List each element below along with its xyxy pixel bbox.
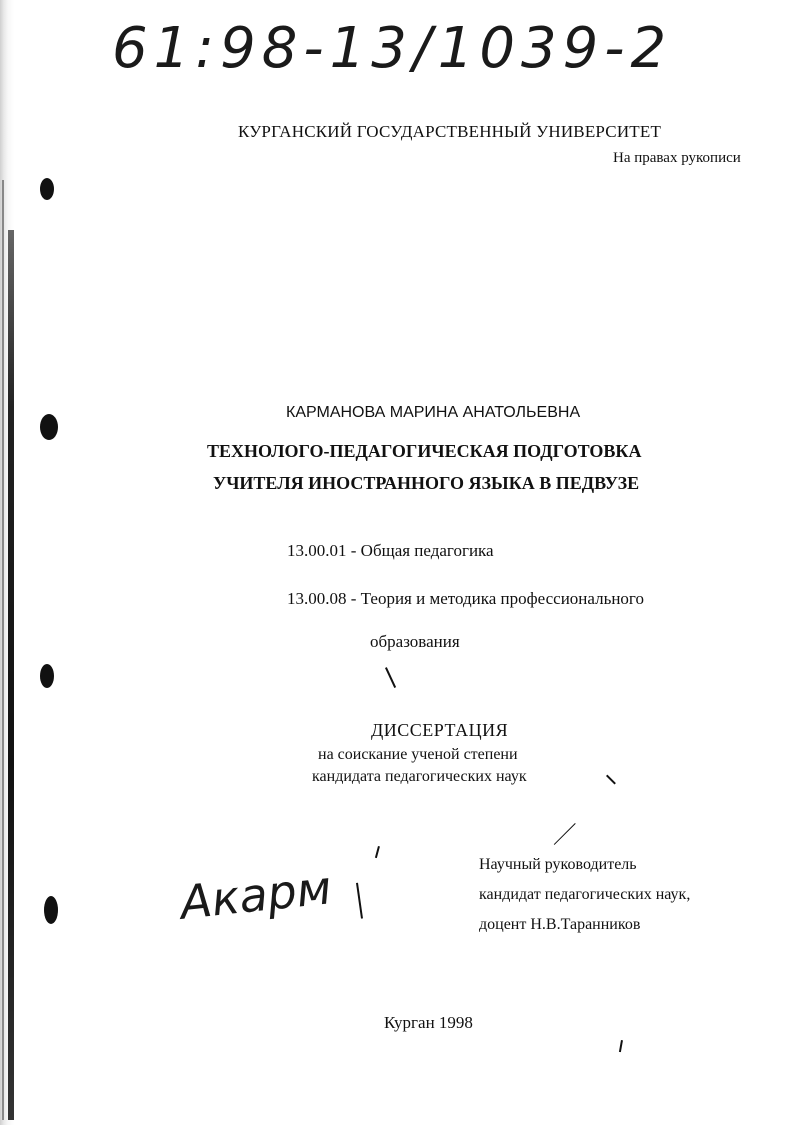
pen-mark (356, 883, 362, 919)
supervisor-name: доцент Н.В.Таранников (479, 916, 641, 933)
pen-mark (606, 775, 616, 785)
supervisor-label: Научный руководитель (479, 856, 637, 873)
author-signature: Акарм (177, 860, 334, 930)
specialty-name: Теория и методика профессионального (360, 589, 644, 608)
dissertation-title-line-1: ТЕХНОЛОГО-ПЕДАГОГИЧЕСКАЯ ПОДГОТОВКА (207, 441, 642, 461)
degree-line-2: кандидата педагогических наук (312, 768, 527, 785)
specialty-name: Общая педагогика (360, 541, 494, 560)
specialty-2-continuation: образования (370, 632, 460, 651)
dissertation-title-line-2: УЧИТЕЛЯ ИНОСТРАННОГО ЯЗЫКА В ПЕДВУЗЕ (213, 473, 640, 493)
binding-hole-mark-4 (44, 896, 58, 924)
scan-binding-strip (8, 230, 14, 1120)
specialty-code: 13.00.01 (287, 541, 347, 560)
author-name: КАРМАНОВА МАРИНА АНАТОЛЬЕВНА (286, 404, 581, 421)
binding-hole-mark-2 (40, 414, 58, 440)
pen-mark (619, 1040, 623, 1052)
degree-line-1: на соискание ученой степени (318, 746, 518, 763)
binding-hole-mark-1 (40, 178, 54, 200)
scan-edge-line (2, 180, 4, 1120)
specialty-dash: - (350, 541, 361, 560)
university-name: КУРГАНСКИЙ ГОСУДАРСТВЕННЫЙ УНИВЕРСИТЕТ (238, 122, 662, 141)
pen-mark (554, 823, 576, 845)
pen-mark (375, 846, 380, 858)
binding-hole-mark-3 (40, 664, 54, 688)
manuscript-note: На правах рукописи (613, 150, 741, 166)
handwritten-archive-code: 61:98-13/1039-2 (112, 16, 673, 81)
specialty-1 (287, 541, 494, 561)
city-year: Курган 1998 (384, 1013, 473, 1032)
supervisor-degree: кандидат педагогических наук, (479, 886, 691, 903)
document-type: ДИССЕРТАЦИЯ (371, 720, 509, 740)
specialty-dash: - (350, 589, 361, 608)
specialty-code: 13.00.08 (287, 589, 347, 608)
pen-mark (385, 667, 396, 688)
specialty-2 (287, 589, 644, 609)
